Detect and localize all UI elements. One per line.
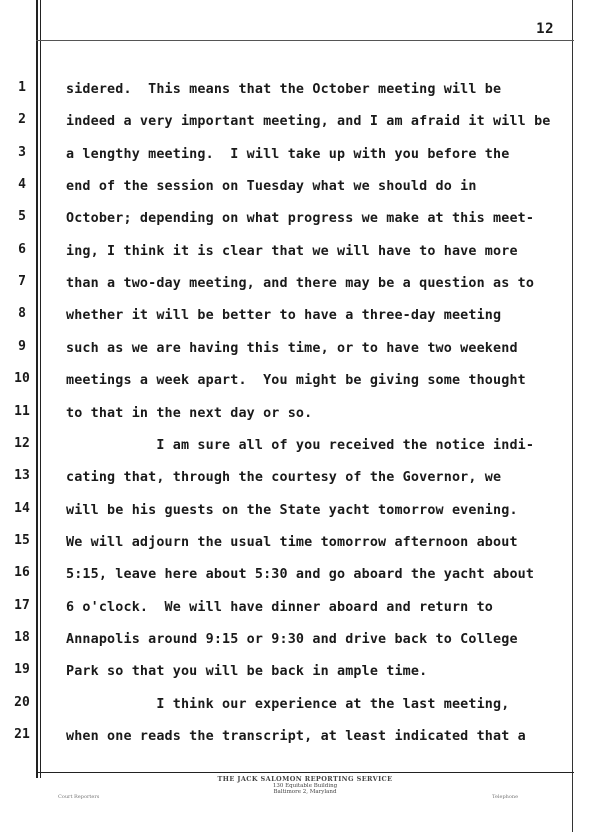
line-number: 7: [18, 274, 26, 290]
page-number: 12: [536, 21, 554, 37]
right-margin-rule: [572, 0, 573, 832]
transcript-line: October; depending on what progress we make at this meet-: [66, 211, 535, 227]
line-number: 9: [18, 338, 26, 354]
line-number: 5: [18, 209, 26, 225]
transcript-line: indeed a very important meeting, and I am afraid it will be: [66, 114, 551, 130]
transcript-line: such as we are having this time, or to have two weekend: [66, 340, 518, 356]
line-number: 1: [18, 80, 26, 95]
footer-address-line2: Baltimore 2, Maryland: [273, 789, 337, 795]
left-margin-rule: [36, 0, 38, 778]
transcript-line: sidered. This means that the October meeting will be: [66, 82, 502, 97]
transcript-line: end of the session on Tuesday what we should do in: [66, 179, 477, 195]
transcript-line: 5:15, leave here about 5:30 and go aboard the yacht about: [66, 567, 535, 583]
footer-right-note: Telephone: [492, 794, 519, 800]
transcript-line: a lengthy meeting. I will take up with you before the: [66, 146, 510, 162]
transcript-line: We will adjourn the usual time tomorrow afternoon about: [66, 534, 518, 550]
reporting-service-footer: [200, 775, 410, 795]
line-number: 10: [14, 371, 30, 387]
line-number: 13: [14, 468, 30, 484]
transcript-line: Park so that you will be back in ample time.: [66, 664, 428, 680]
line-number: 11: [14, 403, 30, 419]
line-number: 2: [18, 112, 26, 128]
line-number: 19: [14, 662, 30, 678]
line-number: 6: [18, 241, 26, 257]
transcript-line: than a two-day meeting, and there may be a question as to: [66, 276, 535, 292]
transcript-line: meetings a week apart. You might be giving some thought: [66, 373, 526, 389]
line-number: 3: [18, 144, 26, 160]
left-margin-rule-inner: [40, 0, 41, 778]
line-number: 21: [14, 727, 30, 742]
transcript-line: Annapolis around 9:15 or 9:30 and drive back to College: [66, 631, 518, 647]
line-number: 20: [14, 694, 30, 710]
line-number: 15: [14, 532, 30, 548]
transcript-line: will be his guests on the State yacht tomorrow evening.: [66, 502, 518, 518]
line-number: 4: [18, 177, 26, 193]
transcript-line: ing, I think it is clear that we will have to have more: [66, 243, 518, 259]
transcript-line: whether it will be better to have a three-day meeting: [66, 308, 502, 324]
line-number: 16: [14, 565, 30, 581]
transcript-line: I am sure all of you received the notice indi-: [66, 437, 535, 453]
transcript-line: to that in the next day or so.: [66, 405, 313, 421]
header-rule: [36, 40, 574, 41]
footer-address-line1: 130 Equitable Building: [272, 783, 338, 789]
line-number: 14: [14, 500, 30, 516]
footer-left-note: Court Reporters: [58, 794, 100, 800]
transcript-line: when one reads the transcript, at least indicated that a: [66, 729, 526, 744]
transcript-line: cating that, through the courtesy of the Governor, we: [66, 470, 502, 486]
transcript-line: I think our experience at the last meeting,: [66, 696, 510, 712]
footer-rule: [36, 772, 574, 773]
line-number: 12: [14, 435, 30, 451]
line-number: 8: [18, 306, 26, 322]
line-number: 18: [14, 629, 30, 645]
line-number: 17: [14, 597, 30, 613]
transcript-line: 6 o'clock. We will have dinner aboard and return to: [66, 599, 494, 615]
footer-service-name: THE JACK SALOMON REPORTING SERVICE: [217, 775, 393, 783]
